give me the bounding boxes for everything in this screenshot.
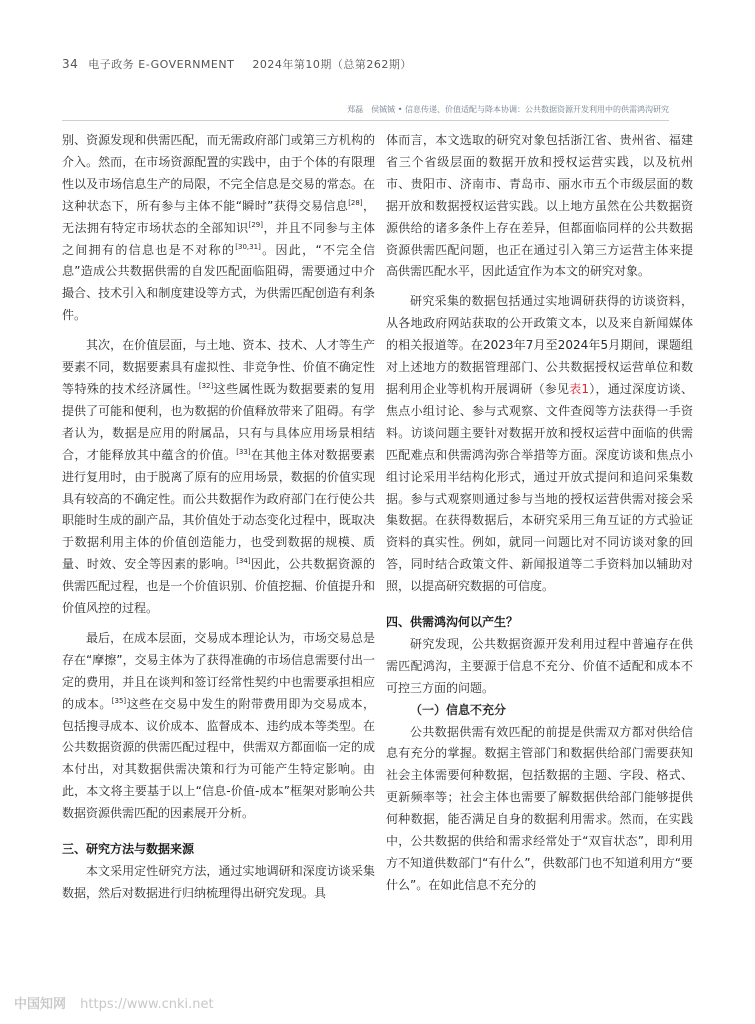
paragraph: 最后，在成本层面，交易成本理论认为，市场交易总是存在“摩擦”，交易主体为了获得准确的市场信息需要付出一定的费用，并且在谈判和签订经常性契约中也需要承担相应的成本。[35]这些在交易中发生的附带费用即为交易成本，包括搜寻成本、议价成本、监督成本、违约成本等类型。在公共数据资源的供需匹配过程中，供需双方都面临一定的成本付出，对其数据供需决策和行为可能产生特定影响。由此，本文将主要基于以上“信息-价值-成本”框架对影响公共数据资源供需匹配的因素展开分析。	[62, 630, 375, 821]
table-reference-link[interactable]: 表1	[569, 381, 590, 396]
paragraph: 体而言，本文选取的研究对象包括浙江省、贵州省、福建省三个省级层面的数据开放和授权运营实践，以及杭州市、贵阳市、济南市、青岛市、丽水市五个市级层面的数据开放和数据授权运营实践。以上地方虽然在公共数据资源供给的诸多条件上存在差异，但都面临同样的公共数据资源供需匹配问题，也正在通过引入第三方运营主体来提高供需匹配水平，因此适宜作为本文的研究对象。	[386, 133, 693, 279]
paragraph: 其次，在价值层面，与土地、资本、技术、人才等生产要素不同，数据要素具有虚拟性、非竞争性、价值不确定性等特殊的技术经济属性。[32]这些属性既为数据要素的复用提供了可能和便利，也为数据的价值释放带来了阻碍。有学者认为，数据是应用的附属品，只有与具体应用场景相结合，才能释放其中蕴含的价值。[33]在其他主体对数据要素进行复用时，由于脱离了原有的应用场景，数据的价值实现具有较高的不确定性。而公共数据作为政府部门在行使公共职能时生成的副产品，其价值处于动态变化过程中，既取决于数据利用主体的价值创造能力，也受到数据的规模、质量、时效、安全等因素的影响。[34]因此，公共数据资源的供需匹配过程，也是一个价值识别、价值挖掘、价值提升和价值风控的过程。	[62, 338, 375, 616]
watermark-brand: 中国知网	[14, 997, 67, 1012]
citation[interactable]: [33]	[236, 447, 251, 456]
section-heading: 三、研究方法与数据来源	[62, 842, 195, 857]
paragraph: 研究采集的数据包括通过实地调研获得的访谈资料，从各地政府网站获取的公开政策文本，以及来自新闻媒体的相关报道等。在2023年7月至2024年5月期间，课题组对上述地方的数据管理部门、公共数据授权运营单位和数据利用企业等机构开展调研（参见表1），通过深度访谈、焦点小组讨论、参与式观察、文件查阅等方法获得一手资料。访谈问题主要针对数据开放和授权运营中面临的供需匹配难点和供需鸿沟弥合举措等方面。深度访谈和焦点小组讨论采用半结构化形式，通过开放式提问和追问采集数据。参与式观察则通过参与当地的授权运营供需对接会采集数据。在获得数据后，本研究采用三角互证的方式验证资料的真实性。例如，就同一问题比对不同访谈对象的回答，同时结合政策文件、新闻报道等二手资料加以辅助对照，以提高研究数据的可信度。	[386, 294, 693, 594]
citation[interactable]: [32]	[198, 381, 214, 390]
citation[interactable]: [34]	[236, 557, 251, 566]
journal-name: 电子政务 E-GOVERNMENT	[88, 58, 235, 71]
section-heading: 四、供需鸿沟何以产生？	[386, 615, 519, 630]
citation[interactable]: [35]	[111, 696, 127, 705]
citation[interactable]: [30,31]	[235, 242, 261, 251]
header-divider	[62, 120, 669, 121]
running-title: 郑磊 侯铖铖 • 信息传递、价值适配与降本协调：公共数据资源开发利用中的供需鸿沟研究	[347, 105, 669, 114]
journal-issue: 2024年第10期（总第262期）	[252, 58, 412, 71]
watermark-url: https://www.cnki.net	[80, 997, 214, 1012]
cnki-watermark	[14, 993, 214, 1012]
left-column	[62, 130, 375, 905]
paragraph: 公共数据供需有效匹配的前提是供需双方都对供给信息有充分的掌握。数据主管部门和数据供给部门需要获知社会主体需要何种数据，包括数据的主题、字段、格式、更新频率等；社会主体也需要了解数据供给部门能够提供何种数据，能否满足自身的数据利用需求。然而，在实践中，公共数据的供给和需求经常处于“双盲状态”，即利用方不知道供数部门“有什么”，供数部门也不知道利用方“要什么”。在如此信息不充分的	[386, 724, 693, 892]
right-column	[386, 130, 693, 897]
citation[interactable]: [29]	[248, 220, 263, 229]
subsection-heading: （一）信息不充分	[410, 702, 507, 717]
paragraph: 别、资源发现和供需匹配，而无需政府部门或第三方机构的介入。然而，在市场资源配置的实践中，由于个体的有限理性以及市场信息生产的局限，不完全信息是交易的常态。在这种状态下，所有参与主体不能“瞬时”获得交易信息[28]，无法拥有特定市场状态的全部知识[29]，并且不同参与主体之间拥有的信息也是不对称的[30,31]。因此，“不完全信息”造成公共数据供需的自发匹配面临阻碍，需要通过中介撮合、技术引入和制度建设等方式，为供需匹配创造有利条件。	[62, 133, 375, 323]
paragraph: 本文采用定性研究方法，通过实地调研和深度访谈采集数据，然后对数据进行归纳梳理得出研究发现。具	[62, 864, 375, 900]
page-header	[62, 56, 412, 72]
page-number: 34	[62, 57, 79, 71]
paragraph: 研究发现，公共数据资源开发利用过程中普遍存在供需匹配鸿沟，主要源于信息不充分、价值不适配和成本不可控三方面的问题。	[386, 636, 693, 695]
citation[interactable]: [28]	[348, 198, 363, 207]
